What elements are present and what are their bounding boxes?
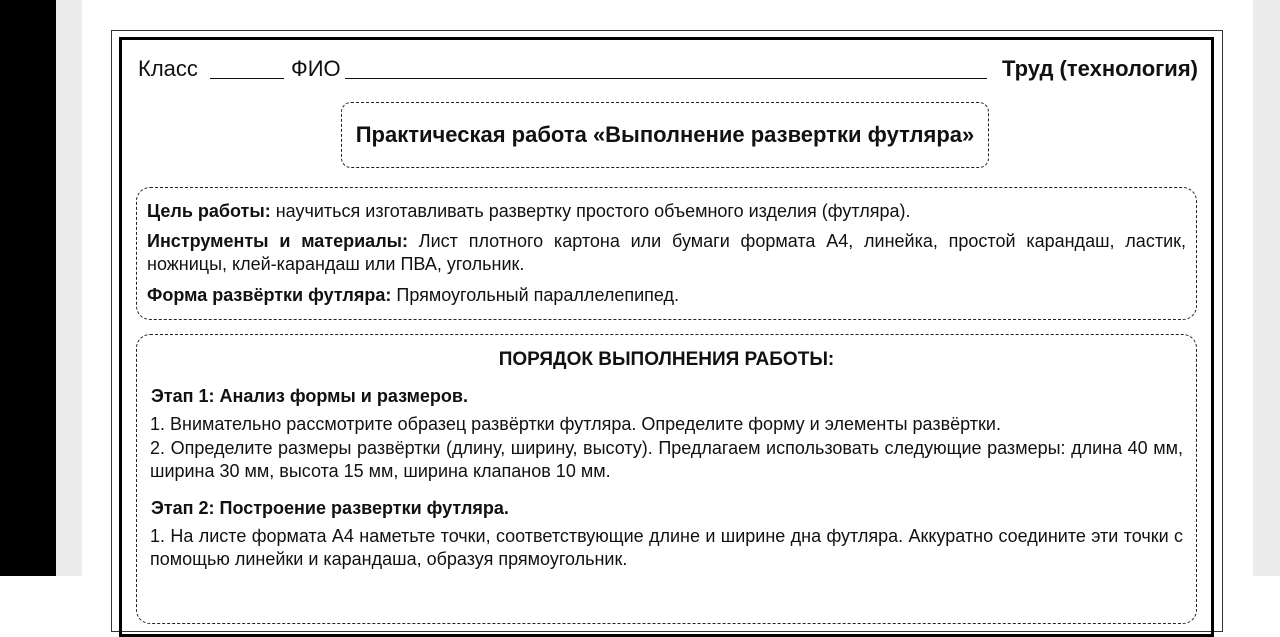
tools-line xyxy=(147,230,1186,276)
stage1-item2: 2. Определите размеры развёртки (длину, ширину, высоту). Предлагаем использовать следующие размеры: длина 40 мм, ширина 30 мм, высота 15 мм, ширина клапанов 10 мм. xyxy=(150,438,1183,481)
class-blank[interactable] xyxy=(210,78,284,79)
subject-label: Труд (технология) xyxy=(1002,56,1198,81)
procedure-box xyxy=(136,334,1197,624)
form-line xyxy=(147,284,1186,307)
form-label: Форма развёртки футляра: xyxy=(147,285,392,305)
stage2-title: Этап 2: Построение развертки футляра. xyxy=(151,498,509,518)
info-box xyxy=(136,187,1197,320)
title-box xyxy=(341,102,989,168)
form-text: Прямоугольный параллелепипед. xyxy=(391,285,680,305)
left-edge-bar xyxy=(0,0,56,576)
left-margin xyxy=(56,0,82,576)
stage1-item1: 1. Внимательно рассмотрите образец развёртки футляра. Определите форму и элементы развёртки. xyxy=(150,414,1001,434)
fio-label: ФИО xyxy=(291,56,341,81)
right-margin xyxy=(1253,0,1280,576)
goal-line xyxy=(147,200,1186,223)
goal-label: Цель работы: xyxy=(147,201,271,221)
stage1-title: Этап 1: Анализ формы и размеров. xyxy=(151,386,468,406)
goal-text: научиться изготавливать развертку простого объемного изделия (футляра). xyxy=(270,201,911,221)
fio-blank[interactable] xyxy=(345,78,987,79)
stage2-item1: 1. На листе формата А4 наметьте точки, соответствующие длине и ширине дна футляра. Аккуратно соедините эти точки с помощью линейки и карандаша, образуя прямоугольник. xyxy=(150,526,1183,569)
page-title: Практическая работа «Выполнение развертки футляра» xyxy=(355,122,975,147)
tools-text: Лист плотного картона или бумаги формата А4, линейка, простой карандаш, ластик, ножницы, клей-карандаш или ПВА, угольник. xyxy=(147,231,1186,274)
class-label: Класс xyxy=(138,56,198,81)
procedure-heading: ПОРЯДОК ВЫПОЛНЕНИЯ РАБОТЫ: xyxy=(498,349,835,370)
header-line xyxy=(138,56,1198,86)
tools-label: Инструменты и материалы: xyxy=(147,231,408,251)
